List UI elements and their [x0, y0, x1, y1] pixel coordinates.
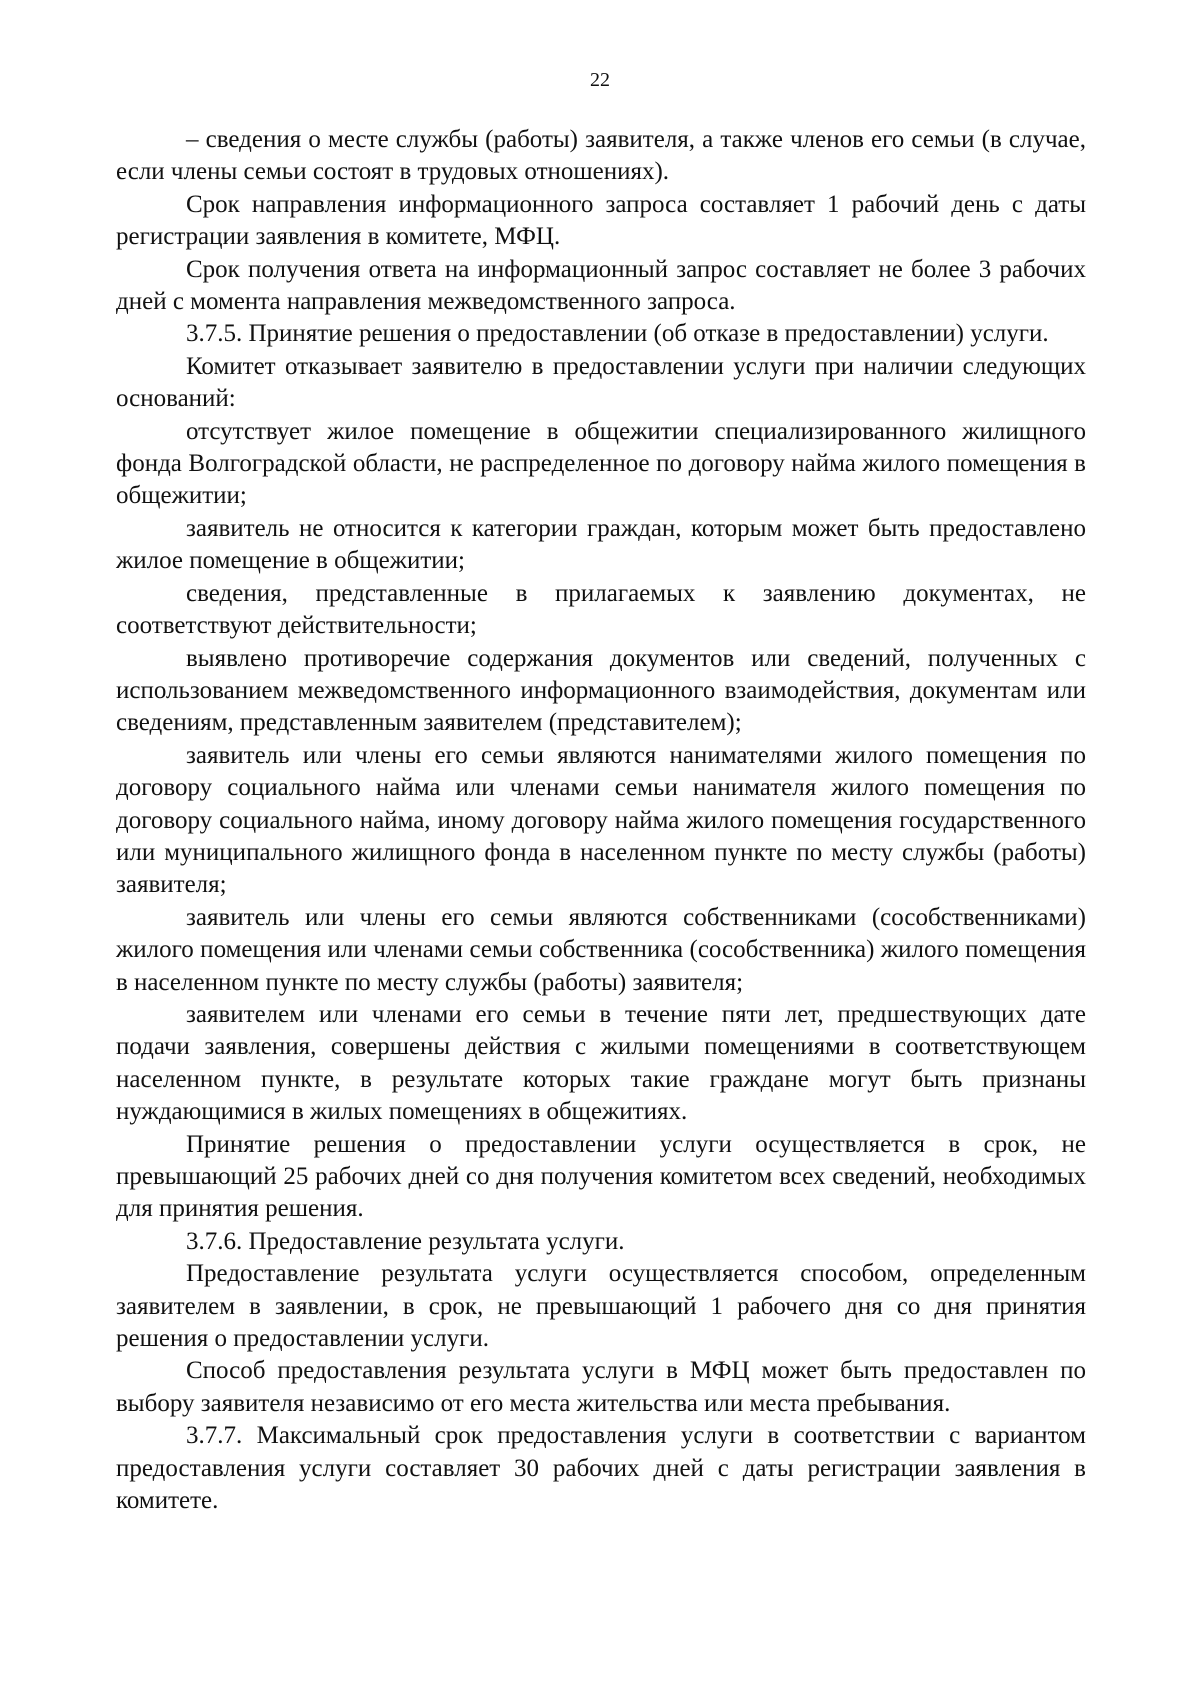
refusal-ground-tenant: заявитель или члены его семьи являются нанимателями жилого помещения по договору социального найма или членами семьи нанимателя жилого помещения по договору социального найма, иному договору найма жилого помещения государственного или муниципального жилищного фонда в населенном пункте по месту службы (работы) заявителя; — [116, 741, 1086, 899]
refusal-ground-contradiction: выявлено противоречие содержания документов или сведений, полученных с использованием межведомственного информационного взаимодействия, документам или сведениям, представленным заявителем (представителем); — [116, 644, 1086, 737]
paragraph-service-place-info: – сведения о месте службы (работы) заявителя, а также членов его семьи (в случае, если члены семьи состоят в трудовых отношениях). — [116, 126, 1086, 186]
document-body — [116, 124, 1086, 1517]
paragraph-mfc-delivery: Способ предоставления результата услуги в МФЦ может быть предоставлен по выбору заявителя независимо от его места жительства или места пребывания. — [116, 1357, 1086, 1417]
paragraph-request-deadline: Срок направления информационного запроса составляет 1 рабочий день с даты регистрации заявления в комитете, МФЦ. — [116, 190, 1086, 251]
paragraph-decision-deadline: Принятие решения о предоставлении услуги осуществляется в срок, не превышающий 25 рабочих дней со дня получения комитетом всех сведений, необходимых для принятия решения. — [116, 1130, 1086, 1223]
paragraph-response-deadline: Срок получения ответа на информационный запрос составляет не более 3 рабочих дней с момента направления межведомственного запроса. — [116, 255, 1086, 316]
paragraph-result-delivery: Предоставление результата услуги осуществляется способом, определенным заявителем в заявлении, в срок, не превышающий 1 рабочего дня со дня принятия решения о предоставлении услуги. — [116, 1260, 1086, 1353]
refusal-ground-no-room: отсутствует жилое помещение в общежитии специализированного жилищного фонда Волгоградской области, не распределенное по договору найма жилого помещения в общежитии; — [116, 417, 1086, 510]
refusal-ground-owner: заявитель или члены его семьи являются собственниками (сособственниками) жилого помещения или членами семьи собственника (сособственника) жилого помещения в населенном пункте по месту службы (работы) заявителя; — [116, 903, 1086, 996]
page-number: 22 — [590, 69, 610, 91]
refusal-ground-housing-actions: заявителем или членами его семьи в течение пяти лет, предшествующих дате подачи заявления, совершены действия с жилыми помещениями в соответствующем населенном пункте, в результате которых такие граждане могут быть признаны нуждающимися в жилых помещениях в общежитиях. — [116, 1000, 1086, 1126]
section-heading-3-7-6: 3.7.6. Предоставление результата услуги. — [186, 1227, 625, 1255]
section-heading-3-7-5: 3.7.5. Принятие решения о предоставлении (об отказе в предоставлении) услуги. — [186, 320, 1049, 348]
section-3-7-7-max-term: 3.7.7. Максимальный срок предоставления услуги в соответствии с вариантом предоставления услуги составляет 30 рабочих дней с даты регистрации заявления в комитете. — [116, 1422, 1086, 1515]
refusal-ground-category: заявитель не относится к категории граждан, которым может быть предоставлено жилое помещение в общежитии; — [116, 514, 1086, 575]
paragraph-refusal-grounds-intro: Комитет отказывает заявителю в предоставлении услуги при наличии следующих оснований: — [116, 352, 1086, 413]
refusal-ground-invalid-docs: сведения, представленные в прилагаемых к заявлению документах, не соответствуют действительности; — [116, 579, 1086, 640]
